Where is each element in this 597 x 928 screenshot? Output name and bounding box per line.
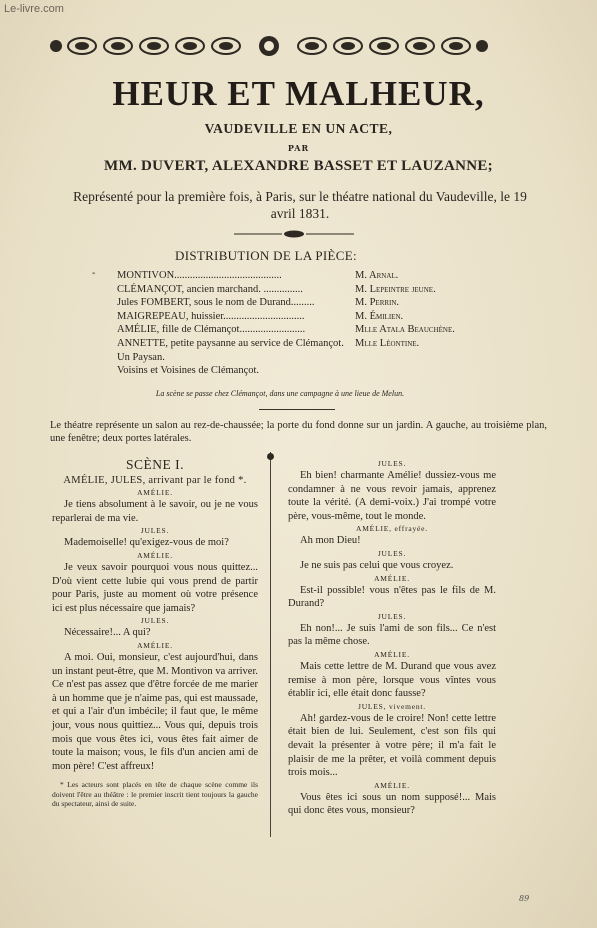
- dialogue-line: Nécessaire!... A qui?: [64, 627, 151, 639]
- cast-actor: M. Émilien.: [355, 310, 404, 322]
- speaker-label: JULES.: [377, 548, 407, 558]
- scene-location-note: La scène se passe chez Clémançot, dans une campagne à une lieue de Melun.: [155, 389, 405, 398]
- premiere-note: Représenté pour la première fois, à Paris, sur le théatre national du Vaudeville, le 19 avril 1831.: [73, 189, 527, 221]
- subtitle: VAUDEVILLE EN UN ACTE,: [204, 121, 393, 136]
- speaker-label: JULES.: [377, 459, 407, 468]
- cast-row: [117, 270, 497, 284]
- dialogue-line: Je veux savoir pourquoi vous nous quittez... D'où vient cette lubie qui vous prend de partir pour Paris, juste au moment où votre présence ici est plus nécessaire que jamais?: [52, 561, 258, 614]
- cast-row: [117, 311, 497, 325]
- cast-actor: M. Lepeintre jeune.: [355, 283, 436, 295]
- divider-ornament-icon: [266, 452, 275, 461]
- cast-actor: M. Arnal.: [355, 270, 399, 281]
- dialogue-line: Mademoiselle! qu'exigez-vous de moi?: [64, 537, 229, 549]
- speaker-label: AMÉLIE.: [137, 550, 173, 560]
- column-divider: [270, 452, 271, 837]
- divider-flourish-icon: [234, 228, 354, 240]
- cast-row: [117, 338, 497, 352]
- text-column-left: [52, 458, 258, 809]
- scene-title: SCÈNE I.: [126, 457, 184, 472]
- speaker-label: AMÉLIE.: [137, 488, 173, 498]
- cast-row: [117, 284, 497, 298]
- cast-list: [117, 270, 497, 379]
- speaker-label: JULES.: [140, 616, 170, 626]
- text-column-right: [288, 458, 496, 818]
- page-title: HEUR ET MALHEUR,: [112, 74, 485, 113]
- cast-actor: Mlle Atala Beauchène.: [355, 324, 455, 336]
- speaker-label: AMÉLIE.: [137, 640, 173, 650]
- speaker-label: JULES.: [377, 611, 407, 621]
- cast-role: CLÉMANÇOT, ancien marchand. ...............: [117, 283, 303, 295]
- dialogue-line: Je ne suis pas celui que vous croyez.: [300, 559, 454, 571]
- header-ornament-icon: [46, 33, 492, 59]
- cast-role: Un Paysan.: [117, 351, 165, 363]
- speaker-label: AMÉLIE, effrayée.: [356, 524, 428, 534]
- dialogue-line: Mais cette lettre de M. Durand que vous avez remise à mon père, lorsque vous vîntes vous établir ici, elle était donc fausse?: [288, 660, 496, 700]
- cast-actor: Mlle Léontine.: [355, 337, 420, 349]
- cast-actor: M. Perrin.: [355, 297, 400, 309]
- watermark: Le-livre.com: [4, 3, 64, 15]
- dialogue-line: Eh bien! charmante Amélie! dussiez-vous me condamner à ne vous revoir jamais, apprenez toute la vérité. (A demi-voix.) J'ai trompé votre père, vous-même, tout le monde.: [288, 470, 496, 522]
- footnote: * Les acteurs sont placés en tête de chaque scène comme ils doivent l'être au théâtre : le premier inscrit tient toujours la gauche du spectateur, ainsi de suite.: [52, 780, 258, 809]
- margin-dash: -: [92, 268, 96, 279]
- dialogue-line: Ah! gardez-vous de le croire! Non! cette lettre était bien de lui. Seulement, c'est son fils qui devait la présenter à votre père; il m'a fait le plaisir de me la prêter, et voilà comment depuis trois mois...: [288, 712, 496, 779]
- cast-role: ANNETTE, petite paysanne au service de Clémançot.: [117, 337, 344, 349]
- page-number: 89: [519, 894, 530, 903]
- cast-row: [117, 365, 497, 379]
- dialogue-line: Ah mon Dieu!: [300, 535, 361, 547]
- cast-role: MAIGREPEAU, huissier...............................: [117, 310, 305, 322]
- dialogue-line: A moi. Oui, monsieur, c'est aujourd'hui, dans un instant peut-être, que M. Montivon va arriver. Ce n'est pas assez que d'être forcée de me marier à un homme que je n'aime pas, qui est maussade, et qui a l'air d'un imbécile; il faut que, le même jour, vous nous quittiez... Vous qui, depuis trois mois que vous êtes ici, vous êtes fait aimer de toute la maison; vous, le fils d'un ancien ami de mon père! C'est affreux!: [52, 651, 258, 772]
- cast-row: [117, 297, 497, 311]
- stage-description: Le théatre représente un salon au rez-de-chaussée; la porte du fond donne sur un jardin. A gauche, au troisième plan, une fenêtre; deux portes latérales.: [50, 420, 547, 444]
- authors: MM. DUVERT, ALEXANDRE BASSET ET LAUZANNE;: [104, 158, 493, 174]
- dialogue-line: Est-il possible! vous n'êtes pas le fils de M. Durand?: [288, 584, 496, 610]
- distribution-title: DISTRIBUTION DE LA PIÈCE:: [175, 248, 357, 263]
- cast-role: Voisins et Voisines de Clémançot.: [117, 365, 260, 377]
- dialogue-line: Vous êtes ici sous un nom supposé!... Mais qui donc êtes vous, monsieur?: [288, 791, 496, 817]
- speaker-label: AMÉLIE.: [374, 649, 410, 659]
- section-divider: [259, 409, 335, 410]
- speaker-label: AMÉLIE.: [374, 573, 410, 583]
- cast-row: [117, 352, 497, 366]
- scene-characters: AMÉLIE, JULES, arrivant par le fond *.: [63, 474, 247, 486]
- cast-role: MONTIVON.........................................: [117, 270, 282, 281]
- speaker-label: JULES, vivement.: [357, 701, 426, 711]
- speaker-label: AMÉLIE.: [374, 780, 410, 790]
- dialogue-line: Eh non!... Je suis l'ami de son fils... Ce n'est pas la même chose.: [288, 622, 496, 648]
- speaker-label: JULES.: [140, 526, 170, 536]
- cast-row: [117, 324, 497, 338]
- par-label: PAR: [287, 143, 310, 153]
- cast-role: AMÉLIE, fille de Clémançot.........................: [117, 324, 306, 336]
- dialogue-line: Je tiens absolument à le savoir, ou je ne vous reparlerai de ma vie.: [52, 499, 258, 524]
- cast-role: Jules FOMBERT, sous le nom de Durand.........: [117, 297, 315, 309]
